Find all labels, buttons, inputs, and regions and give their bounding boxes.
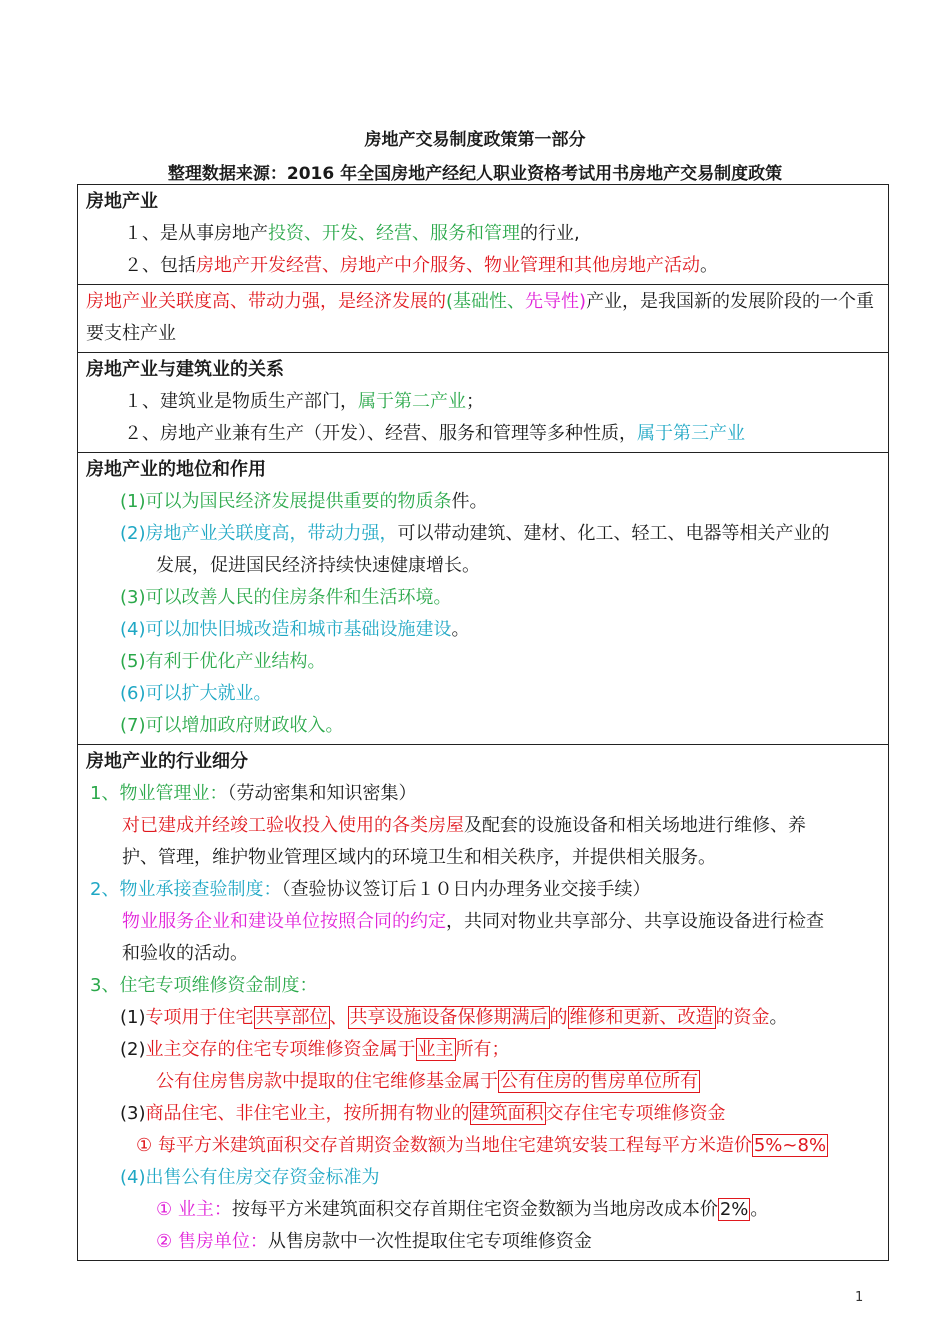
highlight-text: 专项用于住宅: [145, 1007, 254, 1028]
highlight-text: (2)房地产业关联度高，带动力强，: [120, 523, 398, 544]
text: 可以带动建筑、建材、化工、轻工、电器等相关产业的: [397, 523, 830, 544]
highlight-text: 商品住宅、非住宅业主，按所拥有物业的: [145, 1103, 470, 1124]
text-line: (5)有利于优化产业结构。: [120, 651, 326, 672]
text-line: [86, 218, 880, 250]
text-line: (7)可以增加政府财政收入。: [120, 715, 344, 736]
section-subdivision: [78, 745, 889, 1261]
boxed-text: 5%~8%: [753, 1135, 827, 1156]
text-line: [86, 486, 880, 518]
text-line: [86, 1194, 880, 1226]
highlight-text: 属于第三产业: [637, 423, 745, 444]
section-heading: 房地产业的地位和作用: [86, 459, 266, 480]
boxed-text: 共享设施设备保修期满后: [349, 1007, 548, 1028]
text-line: [86, 778, 880, 810]
boxed-text: 业主: [417, 1039, 454, 1060]
text: ；: [466, 391, 484, 412]
text-line: [86, 1034, 880, 1066]
content-table: [77, 184, 889, 1261]
text: 的资金: [715, 1007, 770, 1028]
text-line: [86, 518, 880, 550]
boxed-text: 2%: [719, 1199, 749, 1220]
text: (2): [120, 1039, 146, 1060]
highlight-text: 2、物业承接查验制度：: [90, 879, 282, 900]
text-line: [86, 250, 880, 282]
highlight-text: 投资、开发、经营、服务和管理: [268, 223, 520, 244]
document-subtitle: 整理数据来源：2016 年全国房地产经纪人职业资格考试用书房地产交易制度政策: [167, 164, 783, 184]
text-paragraph: [86, 286, 880, 350]
text: 及配套的设施设备和相关场地进行维修、养: [464, 815, 806, 836]
text: 、: [329, 1007, 348, 1028]
text: 件。: [451, 491, 488, 512]
text-line: [86, 1130, 880, 1162]
highlight-text: (基础性、: [446, 291, 526, 312]
highlight-text: 属于第二产业: [358, 391, 466, 412]
text-line: (4)出售公有住房交存资金标准为: [120, 1167, 380, 1188]
text: 。: [750, 1199, 769, 1220]
highlight-text: ① 每平方米建筑面积交存首期资金数额为当地住宅建筑安装工程每平方米造价: [136, 1135, 752, 1156]
text: (3): [120, 1103, 146, 1124]
highlight-text: 房地产业关联度高、带动力强，是经济发展的: [86, 291, 446, 312]
text-line: [86, 1226, 880, 1258]
section-heading: 房地产业的行业细分: [86, 751, 248, 772]
text: １、是从事房地产: [124, 223, 268, 244]
highlight-text: 业主交存的住宅专项维修资金属于: [145, 1039, 416, 1060]
highlight-text: 物业服务企业和建设单位按照合同的约定: [122, 911, 446, 932]
highlight-text: 1、物业管理业：: [90, 783, 228, 804]
text: 从售房款中一次性提取住宅专项维修资金: [267, 1231, 592, 1252]
text: ，共同对物业共享部分、共享设施设备进行检查: [446, 911, 824, 932]
highlight-text: 先导性): [525, 291, 587, 312]
text-line: (6)可以扩大就业。: [120, 683, 272, 704]
text: 。: [700, 255, 718, 276]
text-line: 3、住宅专项维修资金制度：: [90, 975, 318, 996]
text-line: [86, 418, 880, 450]
highlight-text: 对已建成并经竣工验收投入使用的各类房屋: [122, 815, 464, 836]
section-real-estate: [78, 185, 889, 285]
text-line: [86, 810, 880, 842]
text: （劳动密集和知识密集）: [227, 783, 417, 804]
section-construction-relation: [78, 353, 889, 453]
boxed-text: 共享部位: [255, 1007, 328, 1028]
section-role: [78, 453, 889, 745]
text: 的行业,: [520, 223, 580, 244]
section-pillar-industry: [78, 285, 889, 353]
text-line: 护、管理，维护物业管理区域内的环境卫生和相关秩序，并提供相关服务。: [122, 847, 716, 868]
highlight-text: (4)可以加快旧城改造和城市基础设施建设: [120, 619, 452, 640]
text-line: [86, 1066, 880, 1098]
boxed-text: 建筑面积: [471, 1103, 544, 1124]
text-line: [86, 614, 880, 646]
text: １、建筑业是物质生产部门，: [124, 391, 358, 412]
highlight-text: ② 售房单位：: [156, 1231, 268, 1252]
highlight-text: 公有住房售房款中提取的住宅维修基金属于: [156, 1071, 498, 1092]
text: 交存住宅专项维修资金: [545, 1103, 726, 1124]
page-number: 1: [855, 1290, 864, 1305]
text-line: 和验收的活动。: [122, 943, 248, 964]
text-line: [86, 386, 880, 418]
highlight-text: 房地产开发经营、房地产中介服务、物业管理和其他房地产活动: [196, 255, 700, 276]
text: (1): [120, 1007, 146, 1028]
text: 。: [769, 1007, 788, 1028]
text: 产业，是我国新的发展阶段的一个重要支柱产业: [86, 291, 875, 344]
text: 所有；: [455, 1039, 510, 1060]
text: 按每平方米建筑面积交存首期住宅资金数额为当地房改成本价: [231, 1199, 718, 1220]
text-line: (3)可以改善人民的住房条件和生活环境。: [120, 587, 452, 608]
highlight-text: ① 业主：: [156, 1199, 232, 1220]
text: ２、房地产业兼有生产（开发）、经营、服务和管理等多种性质，: [124, 423, 637, 444]
highlight-text: (1)可以为国民经济发展提供重要的物质条: [120, 491, 452, 512]
boxed-text: 公有住房的售房单位所有: [500, 1071, 698, 1092]
text-line: [86, 1098, 880, 1130]
text-line: [86, 874, 880, 906]
text-line: [86, 906, 880, 938]
text-line: 发展，促进国民经济持续快速健康增长。: [156, 555, 480, 576]
text-line: [86, 1002, 880, 1034]
text: 。: [451, 619, 470, 640]
boxed-text: 维修和更新、改造: [569, 1007, 714, 1028]
section-heading: 房地产业: [86, 191, 158, 212]
text: 的: [549, 1007, 568, 1028]
text: ２、包括: [124, 255, 196, 276]
document-title: 房地产交易制度政策第一部分: [364, 130, 586, 150]
section-heading: 房地产业与建筑业的关系: [86, 359, 284, 380]
text: （查验协议签订后１０日内办理务业交接手续）: [281, 879, 651, 900]
